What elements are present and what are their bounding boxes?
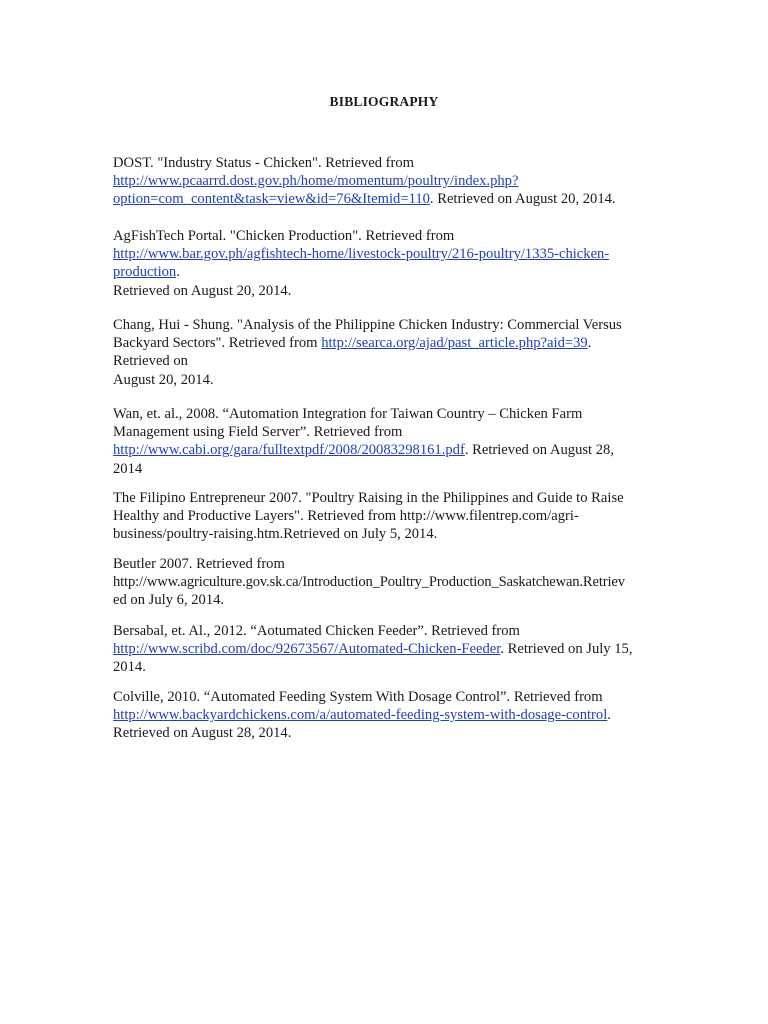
entry-text: Chang, Hui - Shung. "Analysis of the Philippine Chicken Industry: Commercial Versus [113, 317, 622, 333]
bibliography-entry-agfishtech [113, 227, 658, 300]
entry-text: 2014. [113, 659, 146, 676]
entry-text: Retrieved on August 28, 2014. [113, 725, 292, 742]
entry-text: Retrieved on [113, 353, 188, 370]
bibliography-entry-bersabal [113, 622, 658, 677]
reference-link[interactable]: option=com_content&task=view&id=76&Itemid=110 [113, 191, 430, 208]
entry-text: Colville, 2010. “Automated Feeding System With Dosage Control”. Retrieved from [113, 689, 603, 705]
entry-text: Beutler 2007. Retrieved from [113, 556, 285, 572]
reference-link[interactable]: http://www.bar.gov.ph/agfishtech-home/livestock-poultry/216-poultry/1335-chicken- [113, 246, 610, 263]
page-title: BIBLIOGRAPHY [329, 94, 439, 109]
reference-link[interactable]: http://www.cabi.org/gara/fulltextpdf/2008/20083298161.pdf [113, 442, 465, 459]
entry-text: Backyard Sectors". Retrieved from [113, 335, 322, 352]
reference-link[interactable]: http://www.scribd.com/doc/92673567/Automated-Chicken-Feeder [113, 641, 501, 658]
entry-text: August 20, 2014. [113, 371, 214, 388]
bibliography-entry-chang [113, 316, 658, 389]
entry-text: The Filipino Entrepreneur 2007. "Poultry Raising in the Philippines and Guide to Raise [113, 490, 624, 506]
entry-text: business/poultry-raising.htm.Retrieved on July 5, 2014. [113, 526, 438, 543]
entry-text: Retrieved on August 20, 2014. [113, 282, 292, 299]
entry-text: Bersabal, et. Al., 2012. “Aotumated Chicken Feeder”. Retrieved from [113, 623, 520, 639]
reference-link[interactable]: http://searca.org/ajad/past_article.php?aid=39 [321, 335, 588, 352]
reference-link[interactable]: production [113, 264, 177, 281]
entry-text: Management using Field Server”. Retrieved from [113, 424, 403, 441]
entry-text: 2014 [113, 460, 143, 477]
entry-text: . Retrieved on August 20, 2014. [429, 191, 616, 208]
entry-text: http://www.agriculture.gov.sk.ca/Introduction_Poultry_Production_Saskatchewan.Retriev [113, 574, 625, 591]
reference-link[interactable]: http://www.backyardchickens.com/a/automated-feeding-system-with-dosage-control [113, 707, 608, 724]
bibliography-entry-beutler [113, 555, 658, 610]
entry-text: Healthy and Productive Layers". Retrieved from http://www.filentrep.com/agri- [113, 508, 579, 525]
entry-text: . [176, 264, 180, 281]
bibliography-entry-wan [113, 405, 658, 478]
entry-text: DOST. "Industry Status - Chicken". Retrieved from [113, 155, 415, 171]
bibliography-entry-colville [113, 688, 658, 743]
entry-text: . [607, 707, 611, 724]
entry-text: ed on July 6, 2014. [113, 592, 225, 609]
entry-text: . Retrieved on July 15, [500, 641, 633, 658]
entry-text: Wan, et. al., 2008. “Automation Integration for Taiwan Country – Chicken Farm [113, 406, 583, 422]
bibliography-entry-dost [113, 154, 658, 209]
entry-text: AgFishTech Portal. "Chicken Production". Retrieved from [113, 228, 455, 244]
entry-text: . Retrieved on August 28, [464, 442, 614, 459]
entry-text: . [587, 335, 592, 352]
reference-link[interactable]: http://www.pcaarrd.dost.gov.ph/home/momentum/poultry/index.php? [113, 173, 519, 190]
bibliography-entry-filipino-entrepreneur [113, 489, 658, 544]
